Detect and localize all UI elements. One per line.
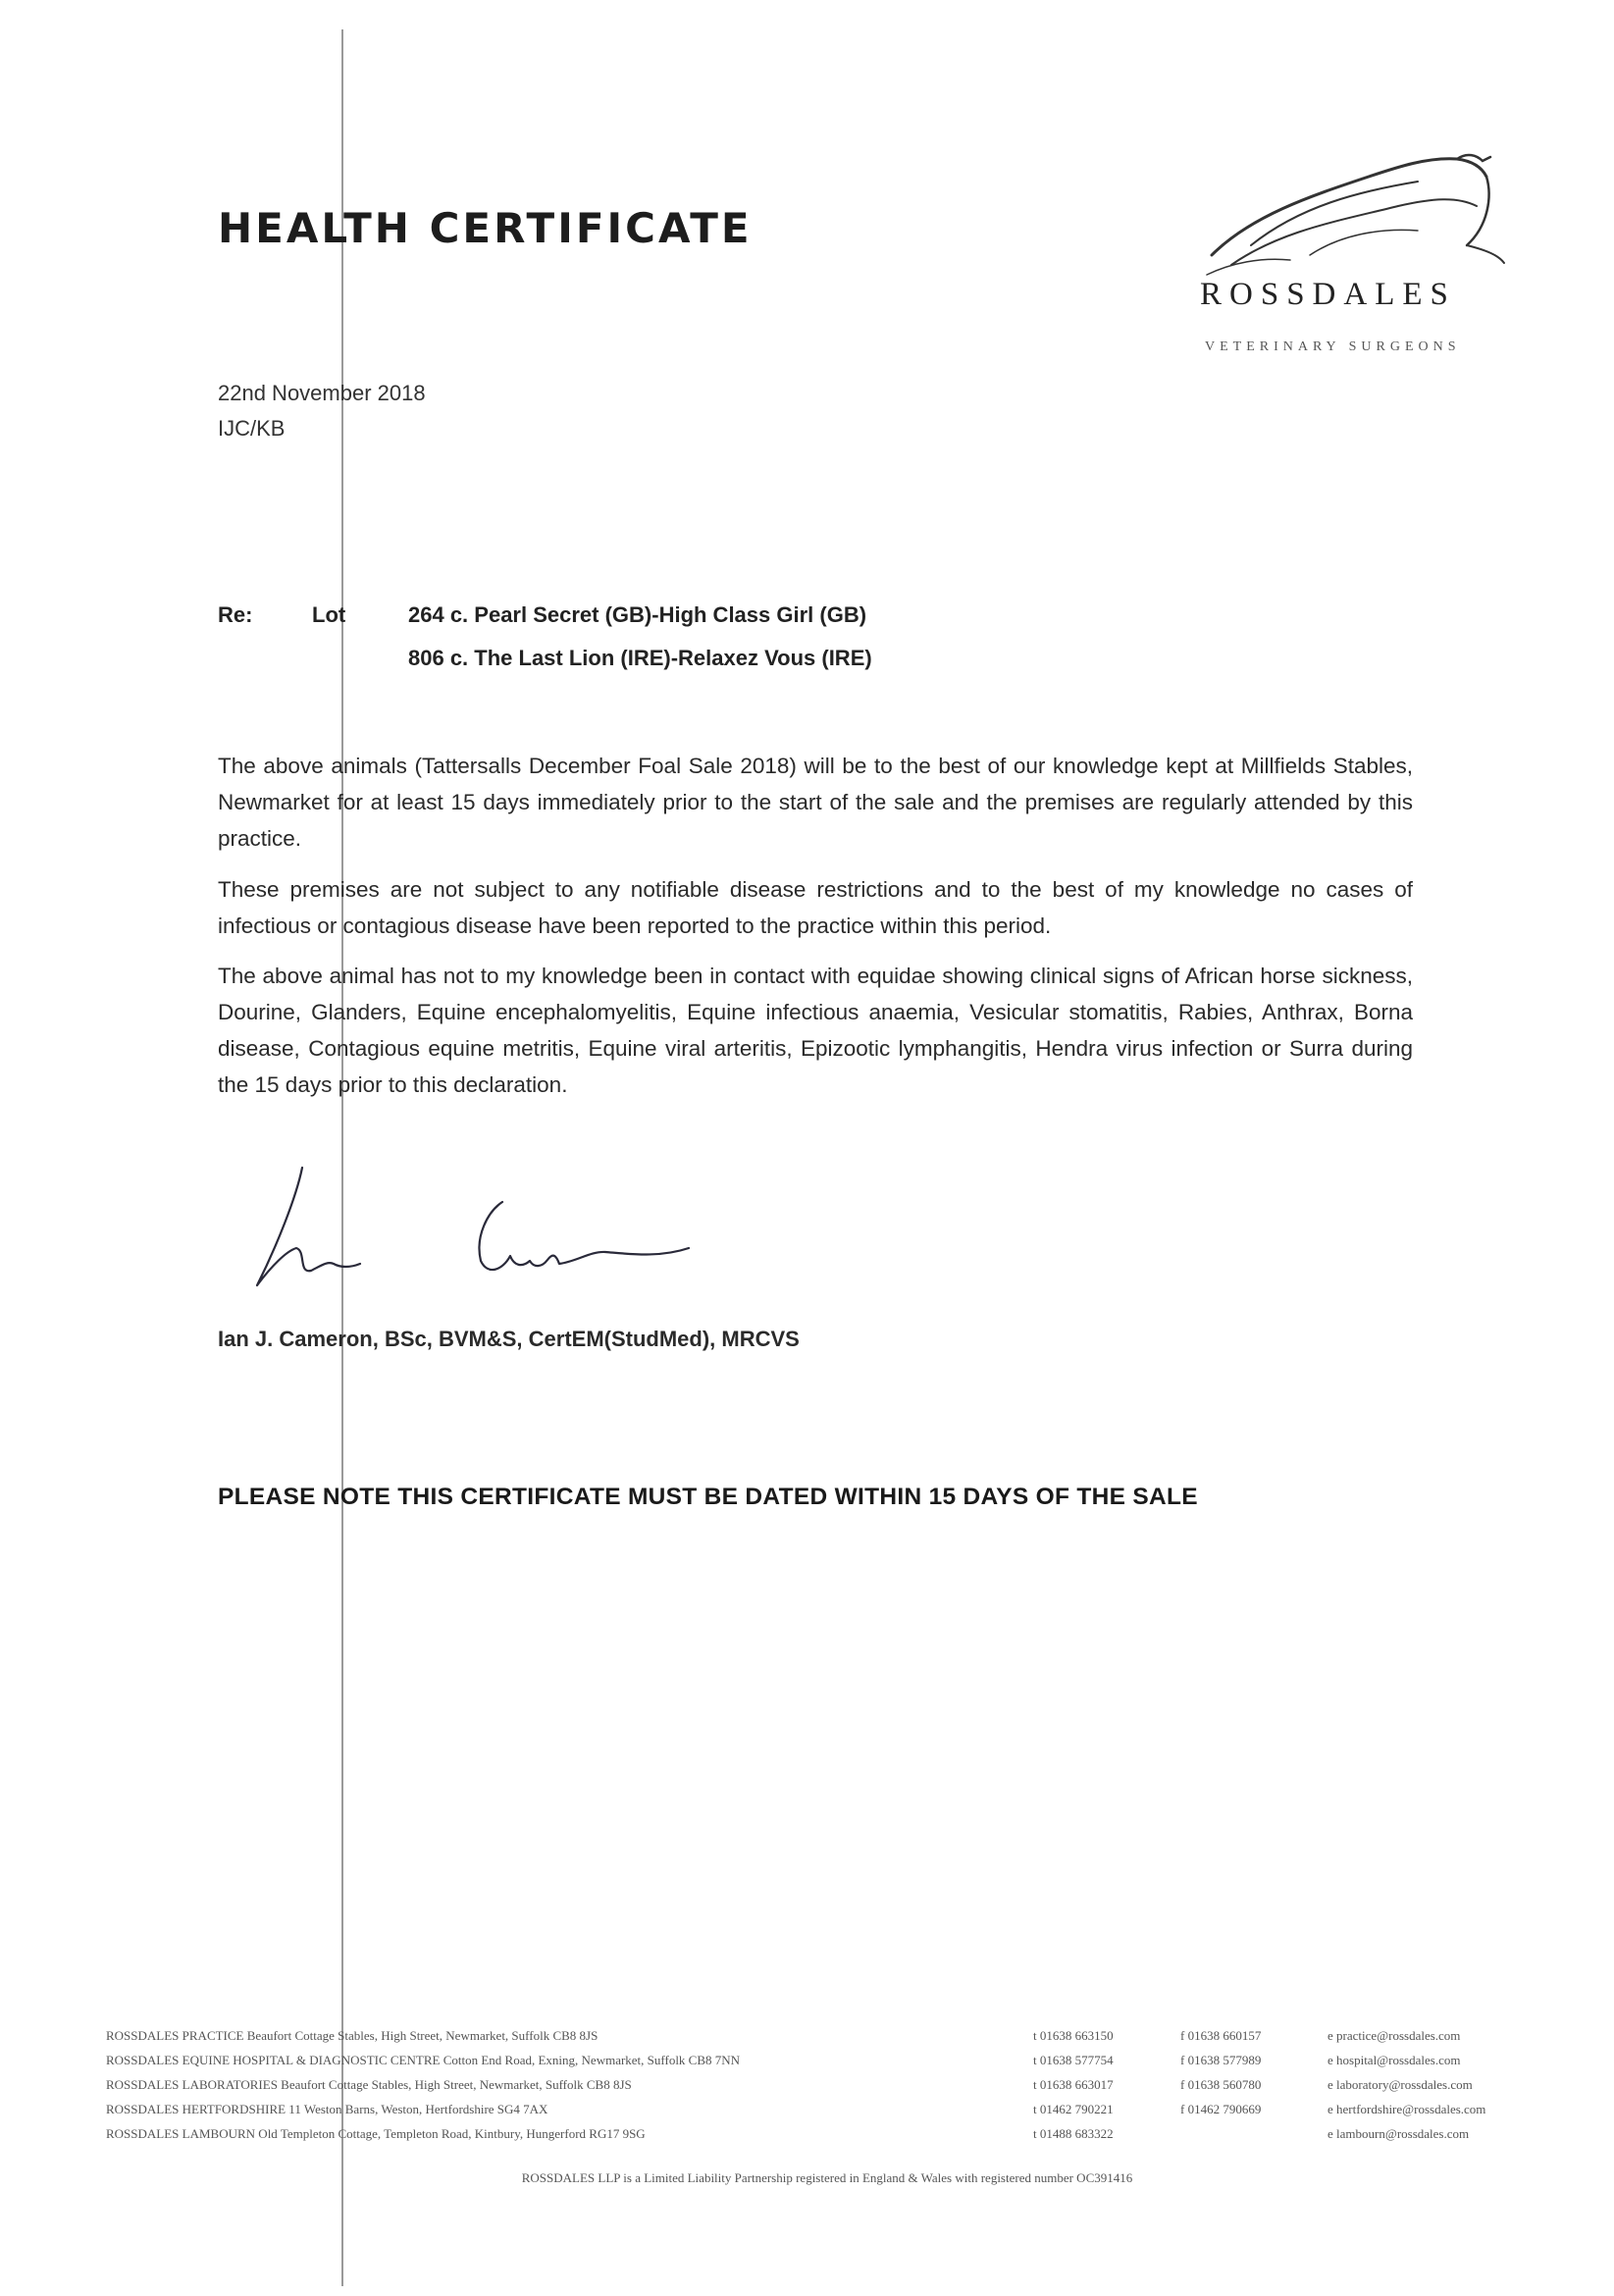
lot-item: 806 c. The Last Lion (IRE)-Relaxez Vous (IRE) xyxy=(408,646,872,670)
office-email: e lambourn@rossdales.com xyxy=(1328,2125,1470,2141)
handwritten-signature xyxy=(218,1158,728,1305)
office-address: ROSSDALES LAMBOURN Old Templeton Cottage, Templeton Road, Kintbury, Hungerford RG17 9SG xyxy=(106,2125,646,2141)
office-email: e hertfordshire@rossdales.com xyxy=(1328,2101,1486,2116)
legal-registration: ROSSDALES LLP is a Limited Liability Partnership registered in England & Wales with registered number OC391416 xyxy=(521,2170,1133,2185)
office-phone: t 01638 663150 xyxy=(1033,2027,1114,2043)
office-fax: f 01462 790669 xyxy=(1180,2101,1262,2116)
footer-office-row xyxy=(106,2023,1548,2048)
logo-name: ROSSDALES xyxy=(1200,277,1456,312)
validity-notice: PLEASE NOTE THIS CERTIFICATE MUST BE DATED WITHIN 15 DAYS OF THE SALE xyxy=(218,1484,1198,1510)
office-phone: t 01638 577754 xyxy=(1033,2052,1114,2067)
re-label: Re: xyxy=(218,602,253,627)
logo-subtitle: VETERINARY SURGEONS xyxy=(1205,339,1461,354)
lot-item: 264 c. Pearl Secret (GB)-High Class Girl (GB) xyxy=(408,602,867,627)
office-email: e practice@rossdales.com xyxy=(1328,2027,1461,2043)
office-fax: f 01638 577989 xyxy=(1180,2052,1262,2067)
letter-reference: IJC/KB xyxy=(218,416,286,441)
body-paragraph: These premises are not subject to any notifiable disease restrictions and to the best of my knowledge no cases of infectious or contagious disease have been reported to the practice within this period. xyxy=(218,877,1413,938)
signatory-name: Ian J. Cameron, BSc, BVM&S, CertEM(StudMed), MRCVS xyxy=(218,1327,800,1351)
office-fax: f 01638 560780 xyxy=(1180,2076,1262,2092)
office-address: ROSSDALES EQUINE HOSPITAL & DIAGNOSTIC CENTRE Cotton End Road, Exning, Newmarket, Suffolk CB8 7NN xyxy=(106,2052,741,2067)
office-email: e laboratory@rossdales.com xyxy=(1328,2076,1473,2092)
office-phone: t 01462 790221 xyxy=(1033,2101,1114,2116)
office-email: e hospital@rossdales.com xyxy=(1328,2052,1461,2067)
office-fax: f 01638 660157 xyxy=(1180,2027,1262,2043)
footer-office-row xyxy=(106,2072,1548,2097)
office-address: ROSSDALES HERTFORDSHIRE 11 Weston Barns, Weston, Hertfordshire SG4 7AX xyxy=(106,2101,548,2116)
office-address: ROSSDALES PRACTICE Beaufort Cottage Stables, High Street, Newmarket, Suffolk CB8 8JS xyxy=(106,2027,599,2043)
footer-office-row xyxy=(106,2097,1548,2121)
office-address: ROSSDALES LABORATORIES Beaufort Cottage Stables, High Street, Newmarket, Suffolk CB8 8JS xyxy=(106,2076,632,2092)
document-title: HEALTH CERTIFICATE xyxy=(218,204,753,252)
footer-office-row xyxy=(106,2048,1548,2072)
office-phone: t 01638 663017 xyxy=(1033,2076,1114,2092)
letter-date: 22nd November 2018 xyxy=(218,381,426,405)
body-paragraph: The above animals (Tattersalls December Foal Sale 2018) will be to the best of our knowledge kept at Millfields Stables, Newmarket for at least 15 days immediately prior to the start of the sale and the premises are regularly attended by this practice. xyxy=(218,754,1413,851)
office-phone: t 01488 683322 xyxy=(1033,2125,1114,2141)
footer-office-row xyxy=(106,2121,1548,2146)
rossdales-horse-logo-icon xyxy=(1192,137,1506,363)
footer-offices xyxy=(106,2023,1548,2146)
body-paragraph: The above animal has not to my knowledge been in contact with equidae showing clinical signs of African horse sickness, Dourine, Glanders, Equine encephalomyelitis, Equine infectious anaemia, Vesicular stomatitis, Rabies, Anthrax, Borna disease, Contagious equine metritis, Equine viral arteritis, Epizootic lymphangitis, Hendra virus infection or Surra during the 15 days prior to this declaration. xyxy=(218,964,1413,1097)
lot-label: Lot xyxy=(312,602,346,627)
